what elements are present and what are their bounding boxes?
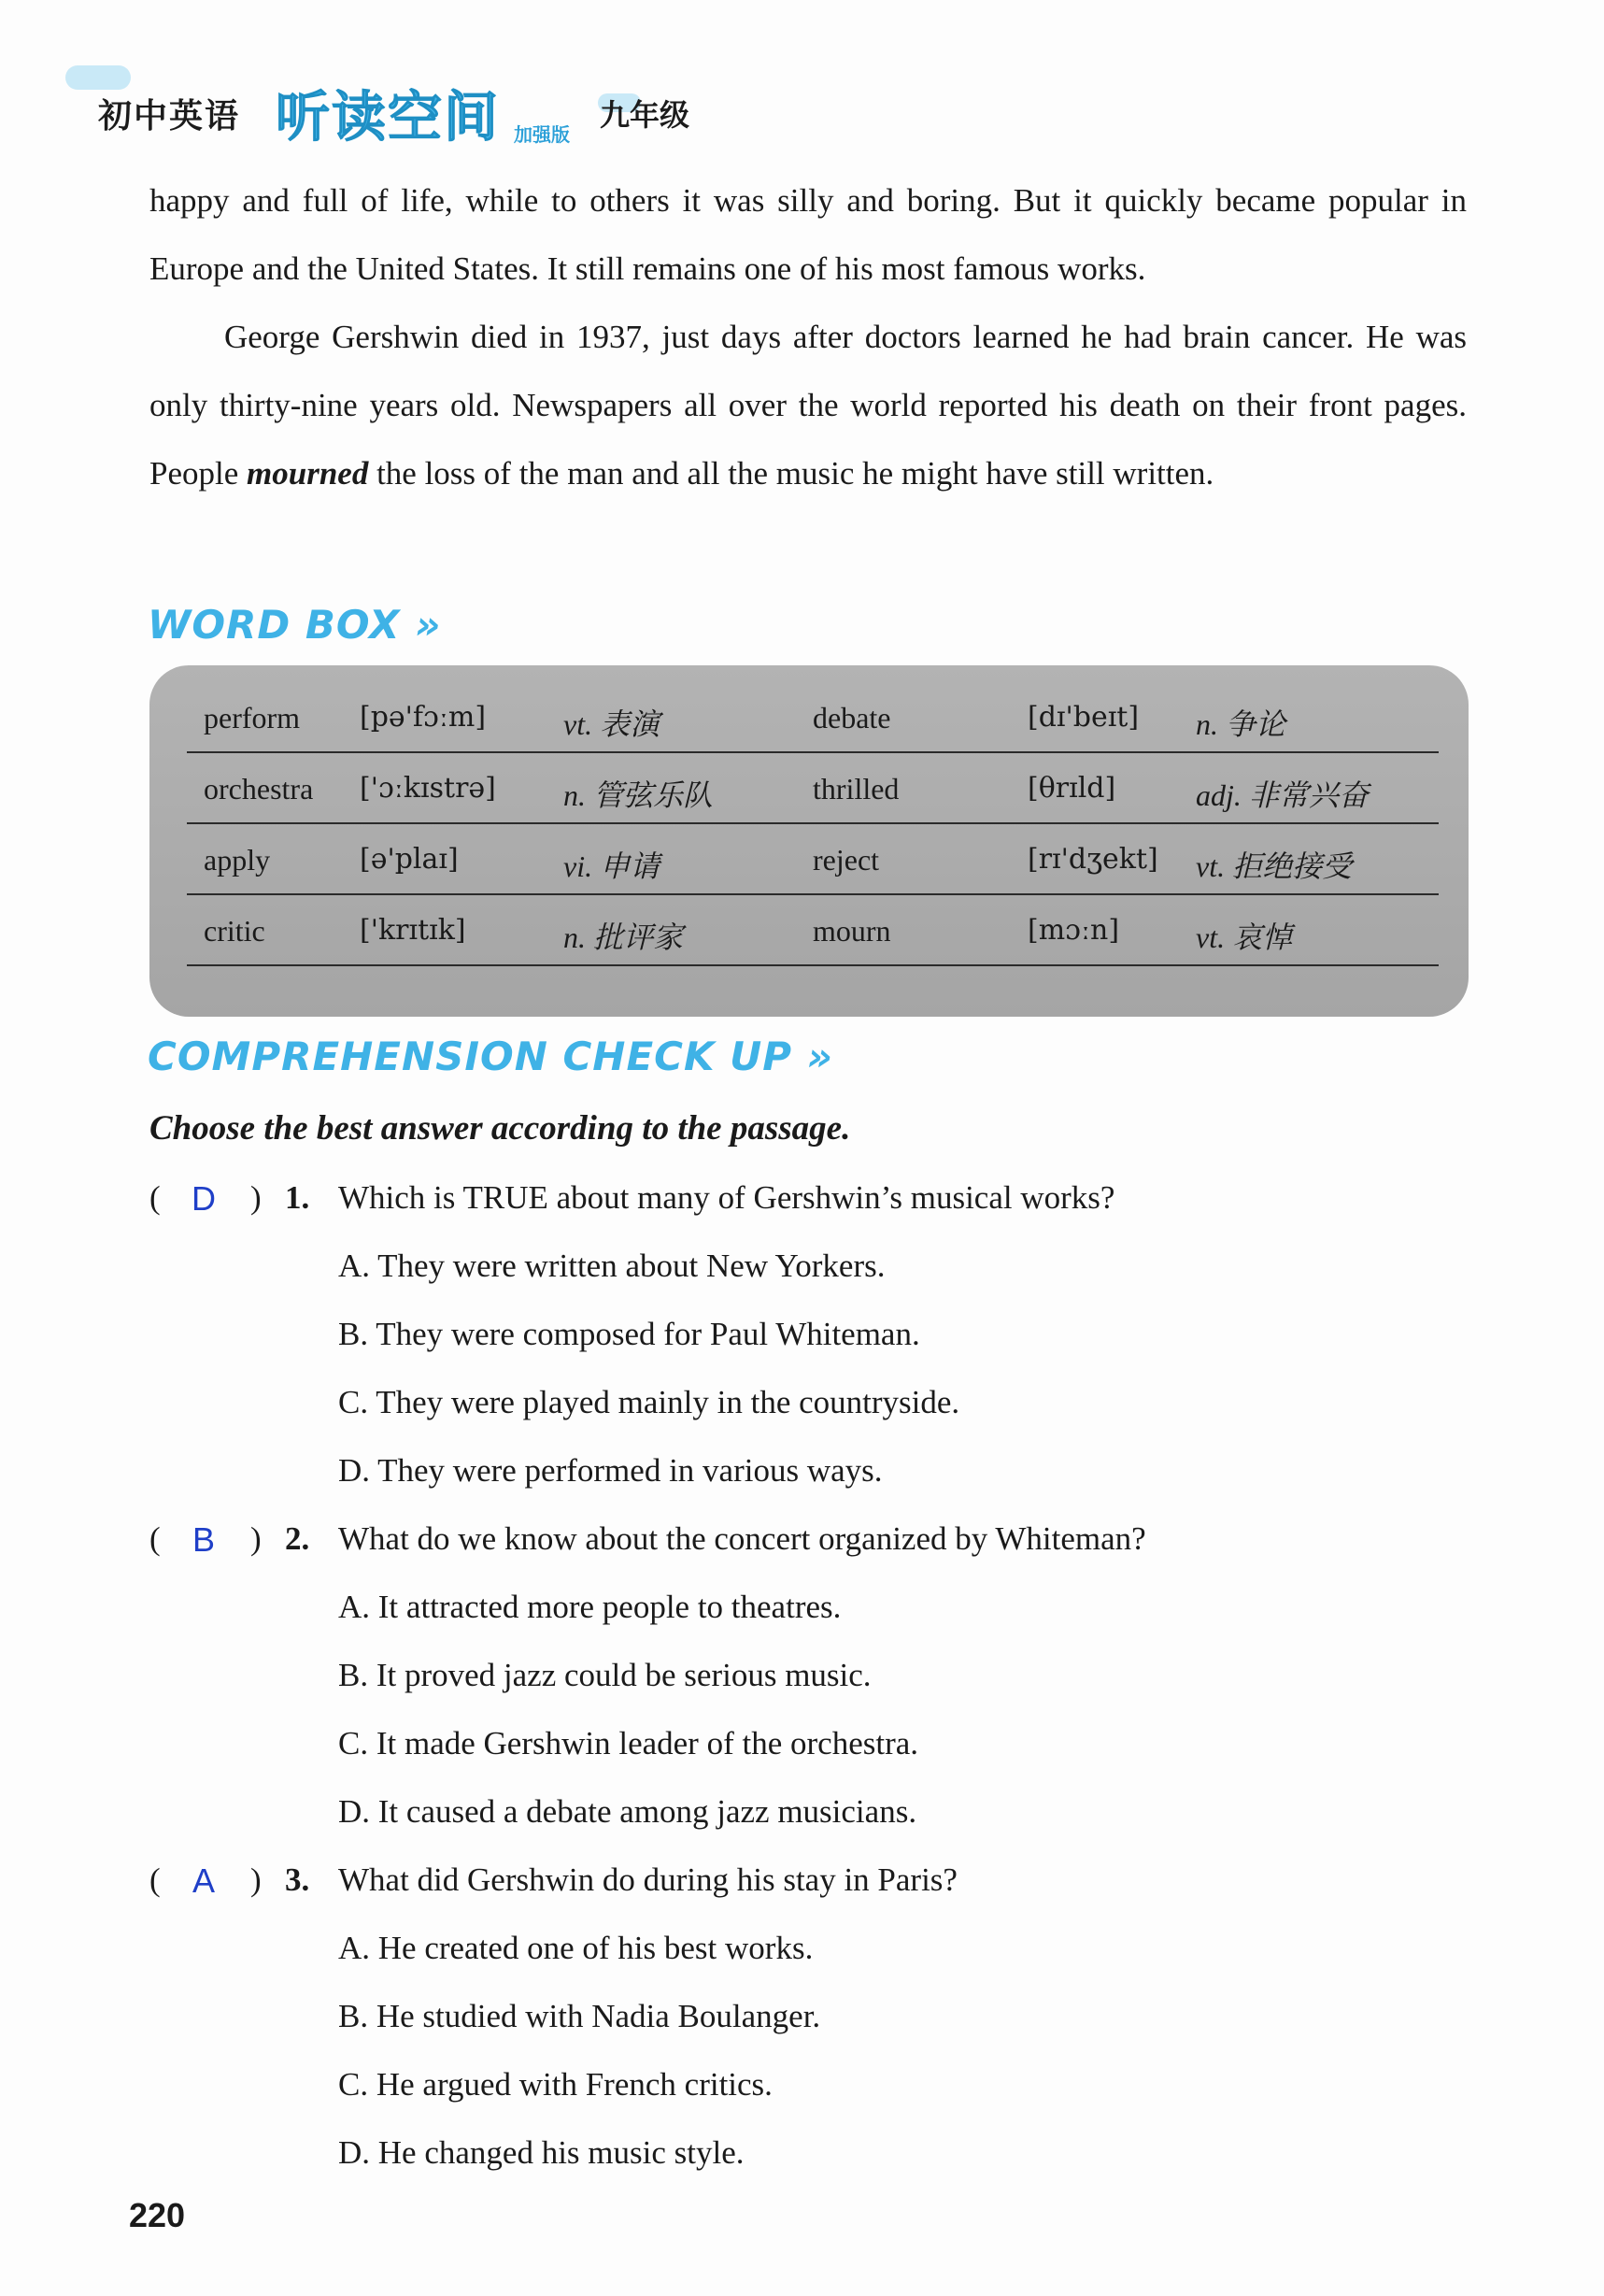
option: D. They were performed in various ways.	[338, 1452, 883, 1489]
vocab-pronunciation: ['krɪtɪk]	[360, 914, 466, 947]
vocab-definition: vt. 拒绝接受	[1196, 849, 1353, 883]
option: C. He argued with French critics.	[338, 2066, 773, 2103]
answer-bracket: (	[149, 1179, 161, 1216]
vocab-definition: n. 争论	[1196, 707, 1286, 741]
question-text: What do we know about the concert organized by Whiteman?	[338, 1520, 1146, 1557]
vocab-word: thrilled	[813, 772, 900, 806]
cloud-decoration	[65, 65, 131, 90]
option: C. It made Gershwin leader of the orchestra.	[338, 1725, 919, 1761]
vocab-word: debate	[813, 701, 891, 734]
question-number: 2.	[285, 1520, 310, 1557]
vocab-definition: n. 批评家	[563, 920, 684, 954]
word-box	[149, 665, 1469, 1017]
option: A. He created one of his best works.	[338, 1930, 814, 1966]
option: B. They were composed for Paul Whiteman.	[338, 1316, 920, 1352]
vocab-definition: n. 管弦乐队	[563, 778, 714, 812]
option: D. He changed his music style.	[338, 2134, 745, 2171]
vocab-pronunciation: [rɪ'dʒekt]	[1028, 843, 1158, 876]
grade-label: 九年级	[600, 97, 690, 133]
option: B. It proved jazz could be serious music.	[338, 1657, 872, 1693]
answer-letter: B	[192, 1520, 215, 1559]
answer-letter: D	[192, 1179, 216, 1218]
option: A. It attracted more people to theatres.	[338, 1589, 842, 1625]
word-row	[187, 895, 1439, 966]
passage-paragraph-1: happy and full of life, while to others it was silly and boring. But it quickly became popular in Europe and the United States. It still remains one of his most famous works.	[149, 182, 1467, 287]
brand-logo: 听读空间	[276, 85, 501, 149]
vocab-pronunciation: [θrɪld]	[1028, 772, 1116, 805]
vocab-word: critic	[204, 914, 265, 948]
question-number: 3.	[285, 1861, 310, 1898]
question	[149, 1861, 1476, 1918]
comprehension-title: COMPREHENSION CHECK UP »	[148, 1034, 833, 1079]
answer-letter: A	[192, 1861, 215, 1900]
vocab-pronunciation: [ə'plaɪ]	[360, 843, 459, 876]
word-row	[187, 824, 1439, 895]
vocab-pronunciation: ['ɔːkɪstrə]	[360, 772, 496, 805]
vocab-word: reject	[813, 843, 880, 877]
book-header	[56, 56, 803, 159]
answer-bracket: (	[149, 1520, 161, 1557]
question-text: Which is TRUE about many of Gershwin’s musical works?	[338, 1179, 1115, 1216]
passage-paragraph-2	[149, 303, 1467, 507]
highlighted-word: mourned	[247, 455, 369, 492]
passage-text: the loss of the man and all the music he might have still written.	[368, 455, 1214, 492]
vocab-word: apply	[204, 843, 271, 877]
word-row	[187, 753, 1439, 824]
option: B. He studied with Nadia Boulanger.	[338, 1998, 821, 2034]
answer-bracket: )	[250, 1520, 262, 1557]
option: C. They were played mainly in the countryside.	[338, 1384, 960, 1420]
question-number: 1.	[285, 1179, 310, 1216]
vocab-word: orchestra	[204, 772, 314, 806]
vocab-definition: vt. 哀悼	[1196, 920, 1293, 954]
vocab-pronunciation: [dɪ'beɪt]	[1028, 701, 1140, 734]
series-title: 初中英语	[98, 97, 241, 135]
vocab-definition: adj. 非常兴奋	[1196, 778, 1369, 812]
vocab-definition: vt. 表演	[563, 707, 660, 741]
vocab-definition: vi. 申请	[563, 849, 660, 883]
answer-bracket: )	[250, 1861, 262, 1898]
vocab-word: mourn	[813, 914, 891, 948]
word-box-title: WORD BOX »	[148, 602, 442, 648]
question-text: What did Gershwin do during his stay in Paris?	[338, 1861, 958, 1898]
vocab-pronunciation: [pə'fɔːm]	[360, 701, 487, 734]
answer-bracket: (	[149, 1861, 161, 1898]
answer-bracket: )	[250, 1179, 262, 1216]
passage-text: George Gershwin died in 1937, just days after doctors learned he had brain cancer. He was only thirty-nine years old. Newspapers all over the world reported his death on their front pages. People	[149, 319, 1467, 492]
vocab-pronunciation: [mɔːn]	[1028, 914, 1120, 947]
option: A. They were written about New Yorkers.	[338, 1248, 886, 1284]
instruction: Choose the best answer according to the passage.	[149, 1109, 851, 1148]
question	[149, 1179, 1476, 1235]
vocab-word: perform	[204, 701, 301, 734]
edition-label: 加强版	[514, 123, 570, 146]
option: D. It caused a debate among jazz musicians.	[338, 1793, 917, 1830]
question	[149, 1520, 1476, 1576]
word-row	[187, 682, 1439, 753]
page-number: 220	[129, 2196, 186, 2234]
